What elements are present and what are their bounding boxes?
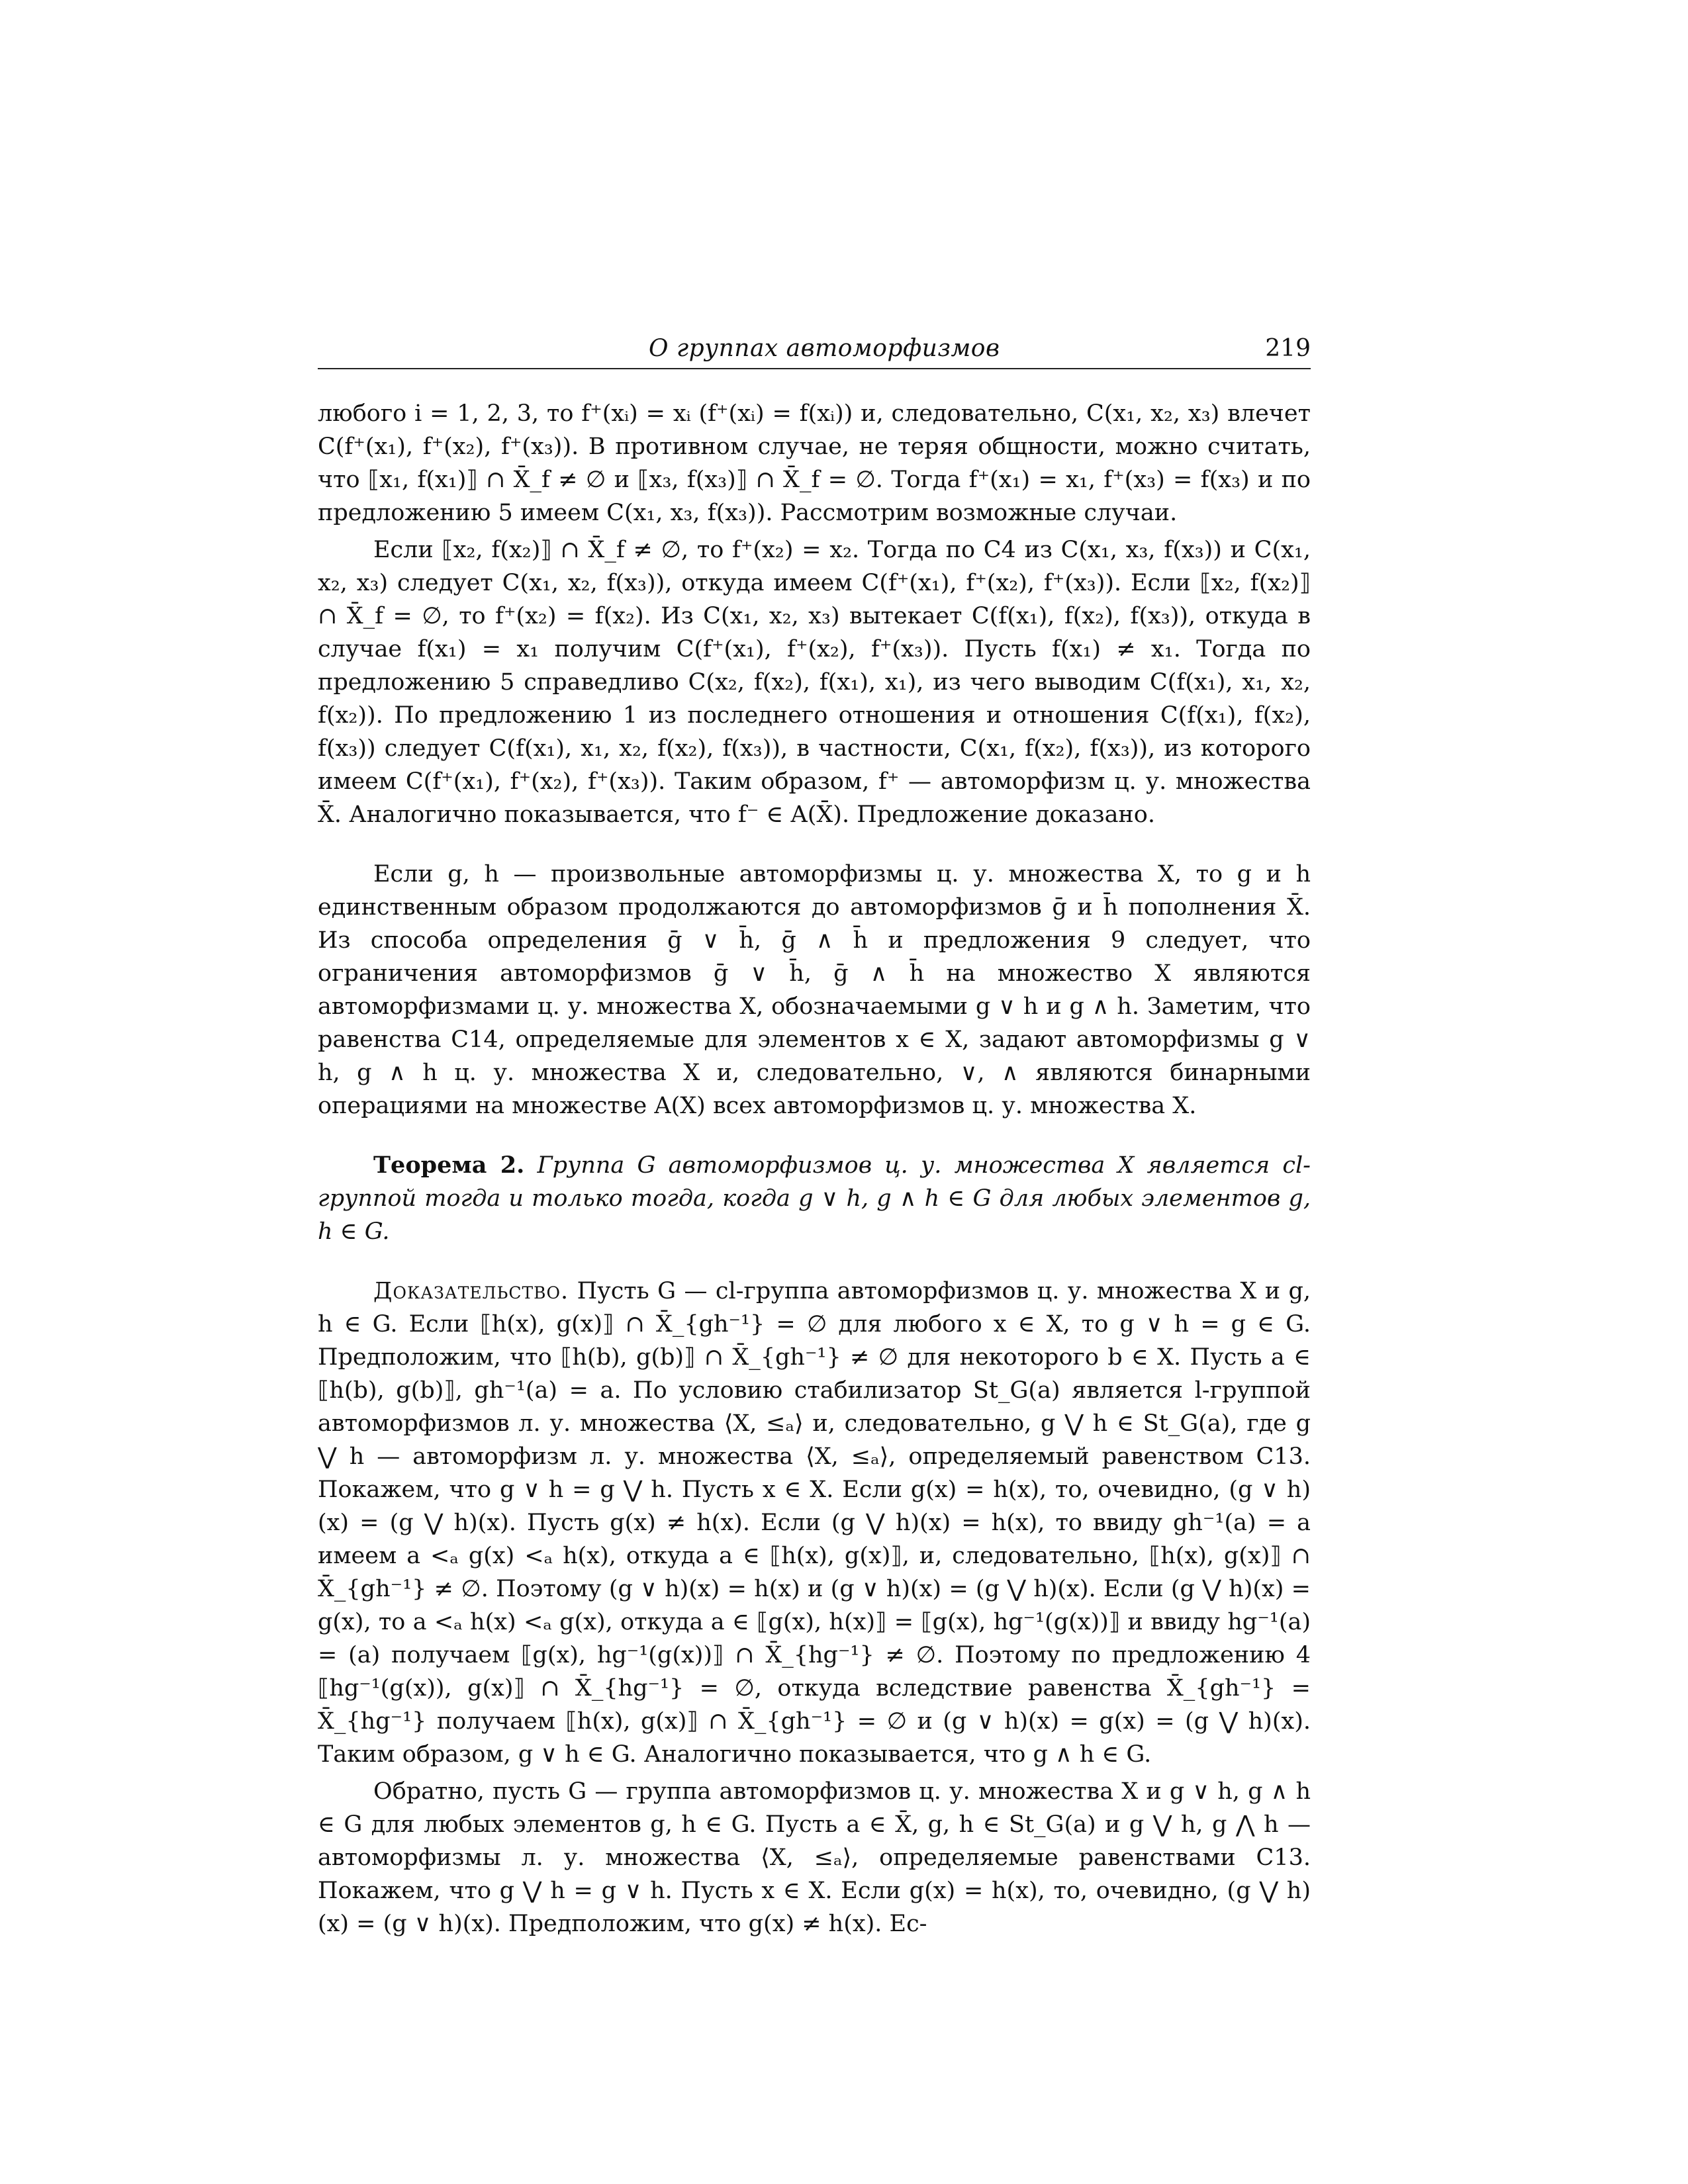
theorem-label: Теорема 2. — [373, 1152, 525, 1179]
proof-text: Пусть G — cl-группа автоморфизмов ц. у. множества X и g, h ∈ G. Если ⟦h(x), g(x)⟧ ∩ X̄_{gh⁻¹} = ∅ для любого x ∈ X, то g ∨ h = g ∈ G. Предположим, что ⟦h(b), g(b)⟧ ∩ X̄_{gh⁻¹} ≠ ∅ для некоторого b ∈ X. Пусть a ∈ ⟦h(b), g(b)⟧, gh⁻¹(a) = a. По условию стабилизатор St_G(a) является l-группой автоморфизмов л. у. множества ⟨X, ≤ₐ⟩ и, следовательно, g ⋁ h ∈ St_G(a), где g ⋁ h — автоморфизм л. у. множества ⟨X, ≤ₐ⟩, определяемый равенством C13. Покажем, что g ∨ h = g ⋁ h. Пусть x ∈ X. Если g(x) = h(x), то, очевидно, (g ∨ h)(x) = (g ⋁ h)(x). Пусть g(x) ≠ h(x). Если (g ⋁ h)(x) = h(x), то ввиду gh⁻¹(a) = a имеем a <ₐ g(x) <ₐ h(x), откуда a ∈ ⟦h(x), g(x)⟧, и, следовательно, ⟦h(x), g(x)⟧ ∩ X̄_{gh⁻¹} ≠ ∅. Поэтому (g ∨ h)(x) = h(x) и (g ∨ h)(x) = (g ⋁ h)(x). Если (g ⋁ h)(x) = g(x), то a <ₐ h(x) <ₐ g(x), откуда a ∈ ⟦g(x), h(x)⟧ = ⟦g(x), hg⁻¹(g(x))⟧ и ввиду hg⁻¹(a) = (a) получаем ⟦g(x), hg⁻¹(g(x))⟧ ∩ X̄_{hg⁻¹} ≠ ∅. Поэтому по предложению 4 ⟦hg⁻¹(g(x)), g(x)⟧ ∩ X̄_{hg⁻¹} = ∅, откуда вследствие равенства X̄_{gh⁻¹} = X̄_{hg⁻¹} получаем ⟦h(x), g(x)⟧ ∩ X̄_{gh⁻¹} = ∅ и (g ∨ h)(x) = g(x) = (g ⋁ h)(x). Таким образом, g ∨ h ∈ G. Аналогично показывается, что g ∧ h ∈ G. — [318, 1278, 1311, 1768]
proof-label: Доказательство. — [373, 1278, 569, 1304]
theorem-2 — [318, 1149, 1311, 1248]
running-header — [318, 331, 1311, 369]
paragraph-converse: Обратно, пусть G — группа автоморфизмов ц. у. множества X и g ∨ h, g ∧ h ∈ G для любых элементов g, h ∈ G. Пусть a ∈ X̄, g, h ∈ St_G(a) и g ⋁ h, g ⋀ h — автоморфизмы л. у. множества ⟨X, ≤ₐ⟩, определяемые равенствами C13. Покажем, что g ⋁ h = g ∨ h. Пусть x ∈ X. Если g(x) = h(x), то, очевидно, (g ⋁ h)(x) = (g ∨ h)(x). Предположим, что g(x) ≠ h(x). Ес- — [318, 1778, 1311, 1937]
paragraph-automorphisms: Если g, h — произвольные автоморфизмы ц. у. множества X, то g и h единственным образом продолжаются до автоморфизмов ḡ и h̄ пополнения X̄. Из способа определения ḡ ∨ h̄, ḡ ∧ h̄ и предложения 9 следует, что ограничения автоморфизмов ḡ ∨ h̄, ḡ ∧ h̄ на множество X являются автоморфизмами ц. у. множества X, обозначаемыми g ∨ h и g ∧ h. Заметим, что равенства C14, определяемые для элементов x ∈ X, задают автоморфизмы g ∨ h, g ∧ h ц. у. множества X и, следовательно, ∨, ∧ являются бинарными операциями на множестве A(X) всех автоморфизмов ц. у. множества X. — [318, 861, 1311, 1119]
page-body — [318, 397, 1311, 1940]
running-title: О группах автоморфизмов — [649, 335, 1000, 362]
proof-paragraph — [318, 1275, 1311, 1771]
paragraph-cases: Если ⟦x₂, f(x₂)⟧ ∩ X̄_f ≠ ∅, то f⁺(x₂) = x₂. Тогда по C4 из C(x₁, x₃, f(x₃)) и C(x₁, x₂, x₃) следует C(x₁, x₂, f(x₃)), откуда имеем C(f⁺(x₁), f⁺(x₂), f⁺(x₃)). Если ⟦x₂, f(x₂)⟧ ∩ X̄_f = ∅, то f⁺(x₂) = f(x₂). Из C(x₁, x₂, x₃) вытекает C(f(x₁), f(x₂), f(x₃)), откуда в случае f(x₁) = x₁ получим C(f⁺(x₁), f⁺(x₂), f⁺(x₃)). Пусть f(x₁) ≠ x₁. Тогда по предложению 5 справедливо C(x₂, f(x₂), f(x₁), x₁), из чего выводим C(f(x₁), x₁, x₂, f(x₂)). По предложению 1 из последнего отношения и отношения C(f(x₁), f(x₂), f(x₃)) следует C(f(x₁), x₁, x₂, f(x₂), f(x₃)), в частности, C(x₁, f(x₂), f(x₃)), из которого имеем C(f⁺(x₁), f⁺(x₂), f⁺(x₃)). Таким образом, f⁺ — автоморфизм ц. у. множества X̄. Аналогично показывается, что f⁻ ∈ A(X̄). Предложение доказано. — [318, 537, 1311, 828]
theorem-text: Группа G автоморфизмов ц. у. множества X является cl-группой тогда и только тогда, когда g ∨ h, g ∧ h ∈ G для любых элементов g, h ∈ G. — [318, 1152, 1311, 1245]
paragraph-continuation: любого i = 1, 2, 3, то f⁺(xᵢ) = xᵢ (f⁺(xᵢ) = f(xᵢ)) и, следовательно, C(x₁, x₂, x₃) влечет C(f⁺(x₁), f⁺(x₂), f⁺(x₃)). В противном случае, не теряя общности, можно считать, что ⟦x₁, f(x₁)⟧ ∩ X̄_f ≠ ∅ и ⟦x₃, f(x₃)⟧ ∩ X̄_f = ∅. Тогда f⁺(x₁) = x₁, f⁺(x₃) = f(x₃) и по предложению 5 имеем C(x₁, x₃, f(x₃)). Рассмотрим возможные случаи. — [318, 400, 1311, 526]
page-number: 219 — [1265, 335, 1311, 362]
